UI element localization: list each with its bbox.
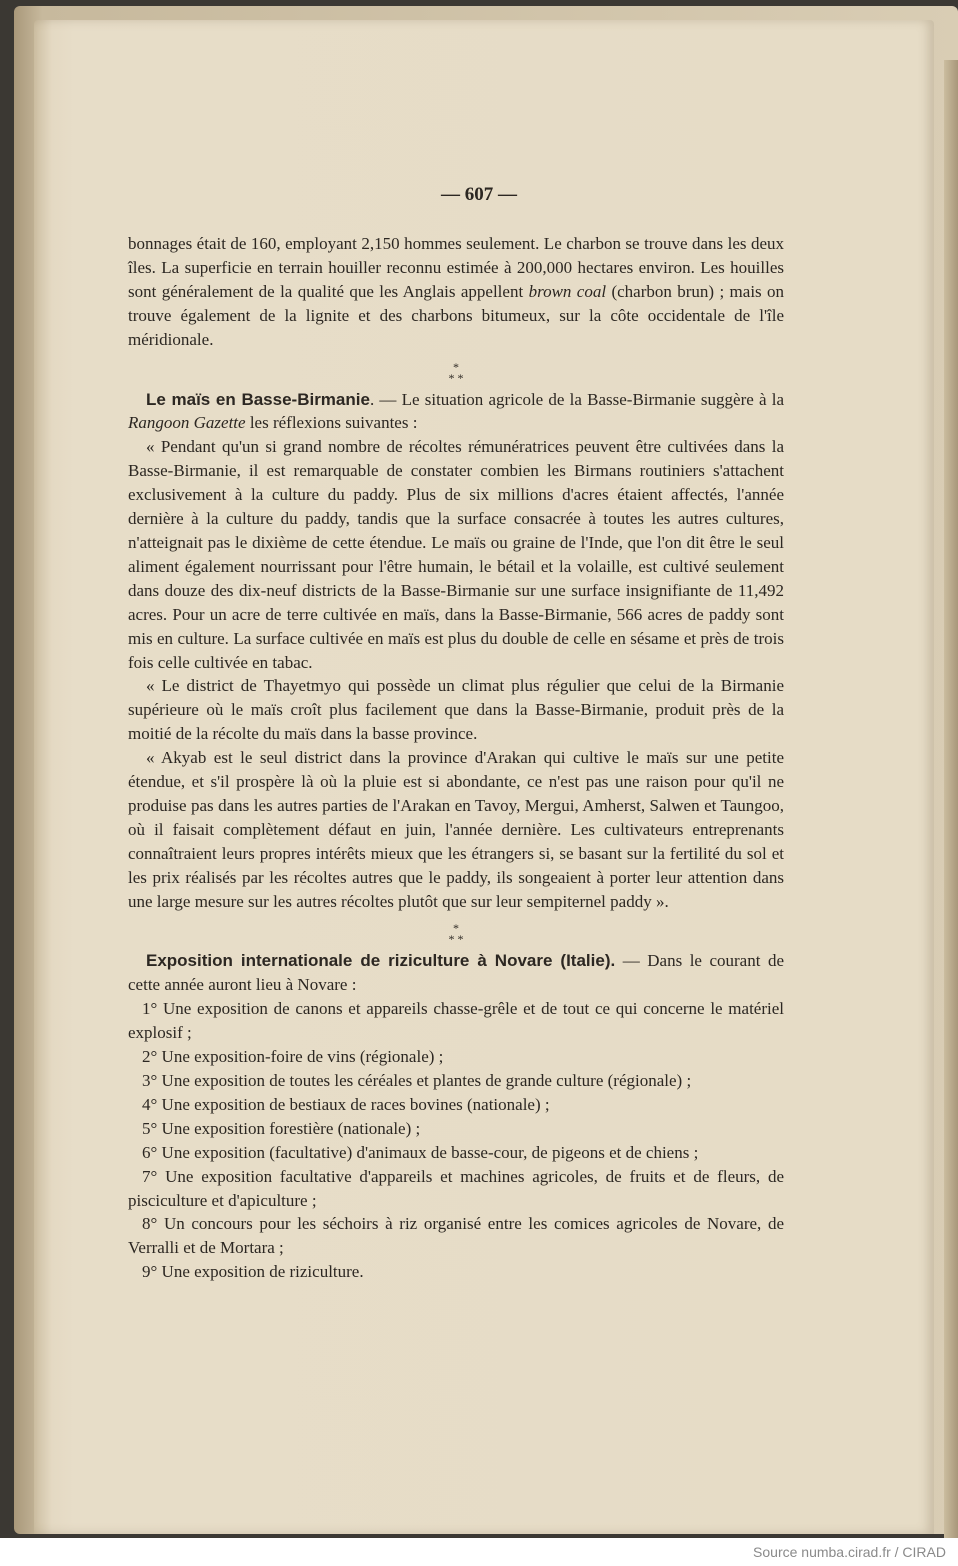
coal-text: bonnages était de 160, employant 2,150 hommes seulement. Le charbon se trouve dans les deux îles. La superficie en terrain houiller reconnu estimée à 200,000 hectares environ. Les houilles sont généralement de la qualité que les Anglais appellent — [128, 234, 784, 301]
page-text — [128, 232, 784, 1284]
novare-intro-text: — Dans le courant de cette année auront lieu à Novare : — [128, 951, 785, 995]
paragraph-coal — [128, 232, 784, 352]
section-separator-2: * * * — [448, 921, 464, 947]
mais-paragraph-1: « Pendant qu'un si grand nombre de récoltes rémunératrices peuvent être cultivées dans la Basse-Birmanie, il est remarquable de constater combien les Birmans routiniers s'attachent exclusivement à la culture du paddy. Plus de six millions d'acres étaient affectés, l'année dernière à la culture du paddy, tandis que la surface consacrée à toutes les autres cultures, n'atteignait pas le dixième de cette étendue. Le maïs ou graine de l'Inde, que l'on dit être le seul aliment également nourrissant pour l'être humain, le bétail et la volaille, est cultivé seulement dans douze des dix-neuf districts de la Basse-Birmanie sur une surface insignifiante de 11,492 acres. Pour un acre de terre cultivée en maïs, dans la Basse-Birmanie, 566 acres de paddy sont mis en culture. La surface cultivée en maïs est plus du double de celle en sésame et près de trois fois celle cultivée en tabac. — [128, 437, 784, 672]
list-item: 9° Une exposition de riziculture. — [142, 1262, 364, 1282]
list-item: 5° Une exposition forestière (nationale) ; — [142, 1118, 421, 1138]
mais-paragraph-3: « Akyab est le seul district dans la province d'Arakan qui cultive le maïs sur une petite étendue, et s'il prospère là où la pluie est si abondante, ce n'est pas une raison pour qu'il ne produise pas dans les autres parties de l'Arakan en Tavoy, Mergui, Amherst, Salwen et Taungoo, où il faisait complètement défaut en juin, l'année dernière. Les cultivateurs entreprenants connaîtraient leurs propres intérêts mieux que les étrangers si, se basant sur la fertilité du sol et les prix réalisés par les récoltes autres que le paddy, ils songeaient à porter leur attention dans une large mesure sur les autres récoltes plutôt que sur leur sempiternel paddy ». — [128, 748, 784, 911]
list-item: 3° Une exposition de toutes les céréales et plantes de grande culture (régionale) ; — [142, 1071, 692, 1090]
list-item: 2° Une exposition-foire de vins (régionale) ; — [142, 1047, 444, 1067]
section-mais-intro — [128, 388, 784, 436]
section-heading-mais: Le maïs en Basse-Birmanie — [146, 389, 370, 409]
list-item: 7° Une exposition facultative d'appareils et machines agricoles, de fruits et de fleurs, de pisciculture et d'apiculture ; — [128, 1166, 784, 1210]
coal-text-end: (charbon brun) ; mais on trouve également de la lignite et des charbons bitumeux, sur la côte occidentale de l'île méridionale. — [128, 281, 785, 349]
section-novare-intro — [128, 949, 784, 997]
mais-intro-end: les réflexions suivantes : — [249, 413, 418, 433]
list-item: 8° Un concours pour les séchoirs à riz organisé entre les comices agricoles de Novare, de Verralli et de Mortara ; — [128, 1214, 784, 1258]
page-edge — [944, 60, 958, 1538]
source-credit: Source numba.cirad.fr / CIRAD — [753, 1544, 946, 1560]
section-heading-novare: Exposition internationale de riziculture à Novare (Italie). — [146, 951, 616, 971]
section-separator: * * * — [448, 359, 464, 385]
brown-coal-italic: brown coal — [528, 281, 607, 301]
list-item: 1° Une exposition de canons et appareils chasse-grêle et de tout ce qui concerne le matériel explosif ; — [128, 999, 784, 1043]
mais-intro-text: . — Le situation agricole de la Basse-Birmanie suggère à la — [369, 389, 784, 409]
mais-paragraph-2: « Le district de Thayetmyo qui possède un climat plus régulier que celui de la Birmanie supérieure où le maïs croît plus facilement que dans la Basse-Birmanie, produit près de la moitié de la récolte du maïs dans la basse province. — [128, 676, 784, 744]
footer-bar — [0, 1538, 958, 1566]
list-item: 4° Une exposition de bestiaux de races bovines (nationale) ; — [142, 1094, 550, 1114]
list-item: 6° Une exposition (facultative) d'animaux de basse-cour, de pigeons et de chiens ; — [142, 1142, 699, 1162]
page-number: — 607 — — [441, 184, 517, 205]
rangoon-gazette-italic: Rangoon Gazette — [128, 413, 246, 433]
